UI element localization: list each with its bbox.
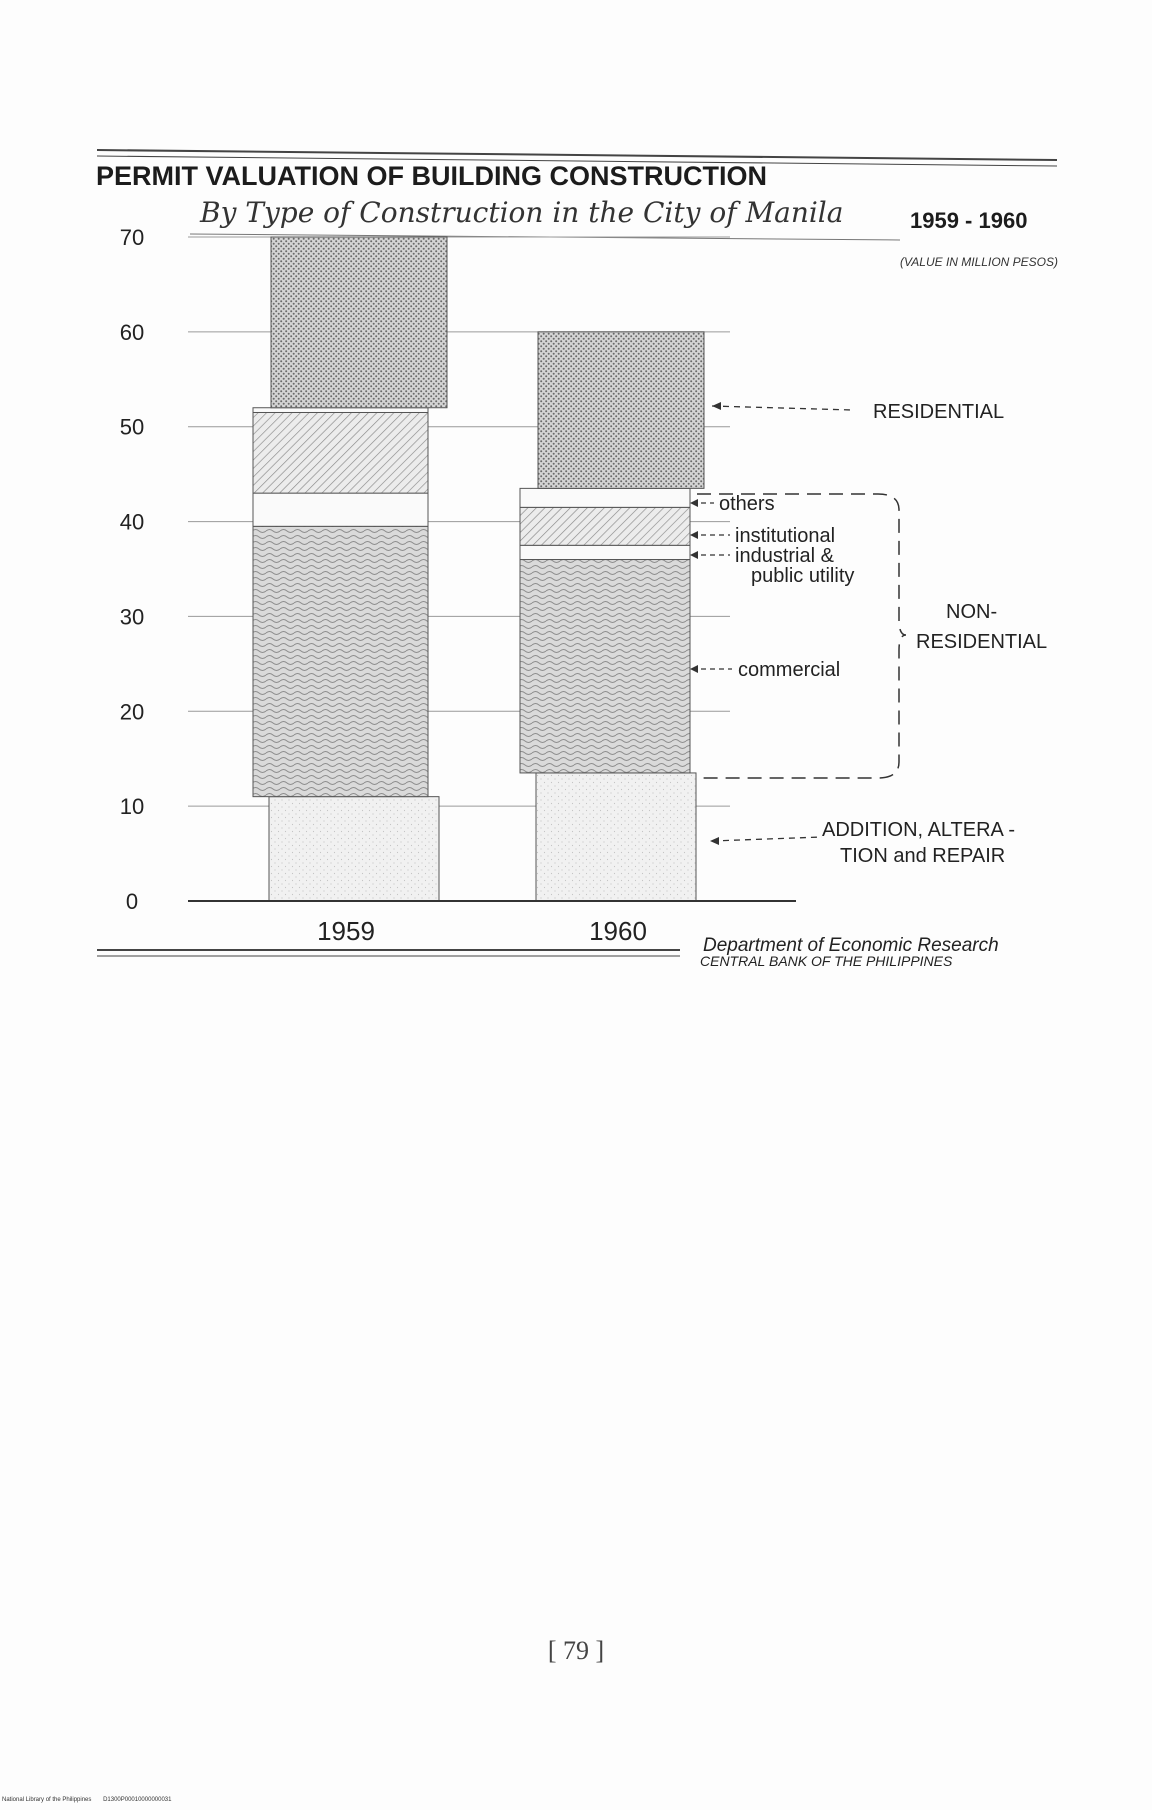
bar-segment-1959-5 (271, 237, 447, 408)
bar-segment-1959-4 (253, 408, 428, 413)
y-tick-label: 30 (119, 604, 145, 630)
y-axis-ticks (120, 225, 144, 914)
source-line-1: Department of Economic Research (703, 935, 999, 956)
title-rule-top (97, 150, 1057, 160)
chart-subtitle-years: 1959 - 1960 (910, 208, 1028, 233)
residential-arrow-icon (712, 402, 721, 410)
archive-footer (2, 1797, 181, 1803)
label-addition-line1: ADDITION, ALTERA - (822, 819, 1015, 841)
label-residential: RESIDENTIAL (873, 401, 1005, 423)
x-tick-label-1959: 1959 (317, 916, 375, 946)
page-number: [ 79 ] (547, 1636, 605, 1665)
label-industrial-line2: public utility (751, 565, 855, 587)
label-commercial: commercial (738, 659, 841, 681)
x-tick-label-1960: 1960 (589, 916, 647, 946)
commercial-arrow-icon (690, 665, 698, 673)
y-tick-label: 10 (119, 794, 145, 820)
y-tick-label: 60 (119, 319, 145, 345)
residential-leader (712, 406, 852, 410)
institutional-arrow-icon (690, 531, 698, 539)
bar-segment-1959-1 (253, 526, 428, 796)
label-industrial-line1: industrial & (735, 545, 834, 567)
bar-segment-1960-1 (520, 560, 690, 773)
bar-segment-1960-2 (520, 545, 690, 559)
label-non-residential-line2: RESIDENTIAL (916, 631, 1048, 653)
y-tick-label: 70 (119, 225, 145, 250)
y-tick-label: 0 (125, 889, 139, 914)
industrial-arrow-icon (690, 551, 698, 559)
bar-segment-1960-3 (520, 507, 690, 545)
x-axis-ticks (317, 916, 647, 946)
addition-arrow-icon (710, 837, 719, 845)
label-others: others (719, 493, 775, 515)
annotations (690, 401, 1047, 867)
bar-segment-1960-5 (538, 332, 704, 489)
y-tick-label: 40 (119, 509, 145, 535)
bars (253, 237, 704, 901)
label-non-residential-line1: NON- (946, 601, 998, 623)
bar-segment-1960-4 (520, 488, 690, 507)
source-line-2: CENTRAL BANK OF THE PHILIPPINES (700, 953, 953, 969)
footer-code: D1300P00010000000031 (103, 1797, 172, 1803)
bar-segment-1959-3 (253, 412, 428, 493)
y-tick-label: 20 (119, 699, 145, 725)
chart-title: PERMIT VALUATION OF BUILDING CONSTRUCTION (96, 161, 767, 191)
others-arrow-icon (690, 499, 698, 507)
label-addition-line2: TION and REPAIR (840, 845, 1006, 867)
y-tick-label: 50 (119, 414, 145, 440)
bar-segment-1959-0 (269, 797, 439, 901)
unit-note: (VALUE IN MILLION PESOS) (899, 255, 1058, 269)
chart-subtitle: By Type of Construction in the City of Manila (200, 196, 844, 229)
footer-library: National Library of the Philippines (2, 1797, 92, 1803)
label-institutional: institutional (735, 525, 836, 547)
bar-segment-1959-2 (253, 493, 428, 526)
addition-leader (712, 837, 822, 841)
bar-segment-1960-0 (536, 773, 696, 901)
